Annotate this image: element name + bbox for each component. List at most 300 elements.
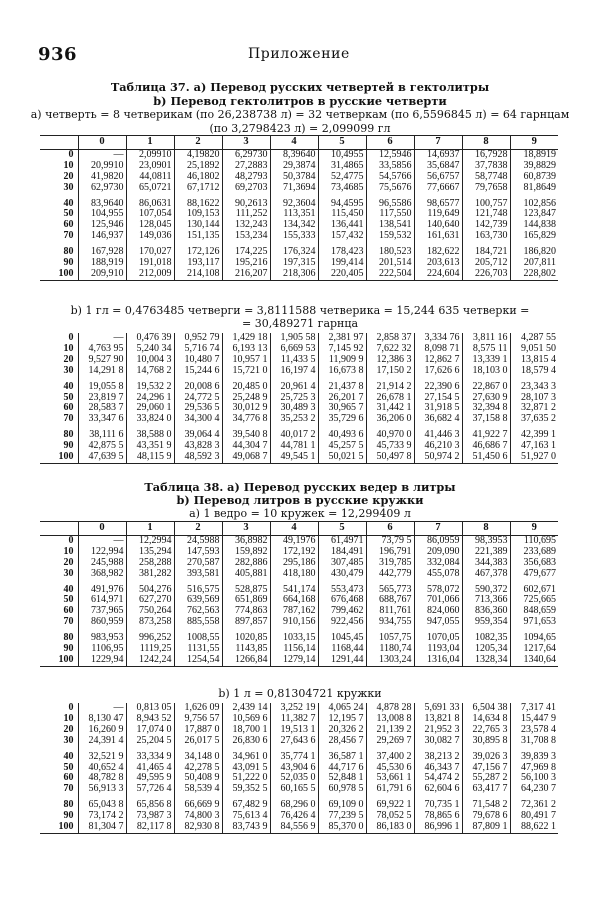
table-cell: 1168,44 — [318, 644, 366, 655]
table-cell: 799,462 — [318, 606, 366, 617]
table-cell: 15,447 9 — [510, 714, 558, 725]
page-number: 936 — [38, 44, 78, 65]
table-cell: 151,135 — [174, 231, 222, 242]
table-cell: 24,5988 — [174, 535, 222, 546]
table-cell: 6,669 53 — [270, 344, 318, 355]
table-cell: 1217,64 — [510, 644, 558, 655]
table-cell: 73,987 3 — [126, 811, 174, 822]
table-cell: 65,043 8 — [78, 795, 126, 811]
table-cell: 69,109 0 — [318, 795, 366, 811]
table-cell: 67,482 9 — [222, 795, 270, 811]
table-cell: 19,513 1 — [270, 725, 318, 736]
table-cell: 20,9910 — [78, 161, 126, 172]
running-title: Приложение — [248, 46, 350, 62]
table-cell: 117,550 — [366, 209, 414, 220]
table-cell: 6,504 38 — [462, 703, 510, 714]
table-row — [40, 414, 558, 425]
table-cell: 36,206 0 — [366, 414, 414, 425]
table-row — [40, 714, 558, 725]
table-row — [40, 655, 558, 666]
table-cell: 11,382 7 — [270, 714, 318, 725]
column-header: 9 — [510, 522, 558, 536]
table-cell: 172,192 — [270, 547, 318, 558]
table-cell: 2,09910 — [126, 149, 174, 160]
table-cell: 0,952 79 — [174, 333, 222, 344]
table-cell: 41,9820 — [78, 172, 126, 183]
row-key: 60 — [63, 220, 74, 231]
table-row — [40, 535, 558, 546]
table-cell: 528,875 — [222, 580, 270, 596]
table-cell: 109,153 — [174, 209, 222, 220]
table-cell: 115,450 — [318, 209, 366, 220]
table-row — [40, 747, 558, 763]
table-cell: 46,210 3 — [414, 441, 462, 452]
table-cell: 44,0811 — [126, 172, 174, 183]
row-key: 30 — [63, 182, 74, 193]
table-cell: 8,943 52 — [126, 714, 174, 725]
table-cell: 664,168 — [270, 595, 318, 606]
table-cell: 20,485 0 — [222, 377, 270, 393]
table-cell: 47,969 8 — [510, 763, 558, 774]
table-cell: 37,158 8 — [462, 414, 510, 425]
table-cell: 222,504 — [366, 269, 414, 280]
table-cell: 134,342 — [270, 220, 318, 231]
table-cell: 42,875 5 — [78, 441, 126, 452]
table-cell: 651,869 — [222, 595, 270, 606]
row-key: 10 — [63, 546, 74, 557]
table-cell: 224,604 — [414, 269, 462, 280]
row-key: 100 — [40, 655, 78, 666]
table-cell: 307,485 — [318, 558, 366, 569]
table-cell: 467,378 — [462, 569, 510, 580]
table-cell: 34,148 0 — [174, 747, 222, 763]
table-cell: 65,856 8 — [126, 795, 174, 811]
table-cell: 344,383 — [462, 558, 510, 569]
table-cell: 178,423 — [318, 242, 366, 258]
table-cell: 36,587 1 — [318, 747, 366, 763]
table-cell: 9,527 90 — [78, 355, 126, 366]
table-cell: 61,791 6 — [366, 784, 414, 795]
table-cell: — — [78, 333, 126, 344]
table-cell: 40,970 0 — [366, 425, 414, 441]
table-row — [40, 258, 558, 269]
table-cell: 64,230 7 — [510, 784, 558, 795]
table-cell: 90,2613 — [222, 194, 270, 210]
column-header: 2 — [174, 522, 222, 536]
table-cell: 100,757 — [462, 194, 510, 210]
table-cell: 1057,75 — [366, 628, 414, 644]
table-cell: 13,815 4 — [510, 355, 558, 366]
row-key: 10 — [63, 160, 74, 171]
table-cell: 20,961 4 — [270, 377, 318, 393]
table-cell: — — [78, 535, 126, 546]
table-cell: 31,4865 — [318, 161, 366, 172]
table-cell: 38,111 6 — [78, 425, 126, 441]
table-cell: 848,659 — [510, 606, 558, 617]
row-key: 20 — [63, 354, 74, 365]
table-cell: 157,432 — [318, 231, 366, 242]
table-cell: 9,756 57 — [174, 714, 222, 725]
table-cell: 49,1976 — [270, 535, 318, 546]
row-key: 70 — [63, 231, 74, 242]
table-cell: 180,523 — [366, 242, 414, 258]
table-cell: 209,090 — [414, 547, 462, 558]
table-cell: 31,918 5 — [414, 403, 462, 414]
table-cell: 565,773 — [366, 580, 414, 596]
table-cell: 80,491 7 — [510, 811, 558, 822]
table-cell: 26,678 1 — [366, 393, 414, 404]
table-cell: 6,193 13 — [222, 344, 270, 355]
table-row — [40, 569, 558, 580]
table-row — [40, 149, 558, 160]
table-cell: 70,735 1 — [414, 795, 462, 811]
table-cell: 38,213 2 — [414, 747, 462, 763]
table-row — [40, 822, 558, 833]
table-cell: 45,530 6 — [366, 763, 414, 774]
table-cell: 983,953 — [78, 628, 126, 644]
row-key: 100 — [40, 822, 78, 833]
table-cell: 45,257 5 — [318, 441, 366, 452]
table-cell: 196,791 — [366, 547, 414, 558]
table-cell: 25,204 5 — [126, 736, 174, 747]
table-cell: 78,052 5 — [366, 811, 414, 822]
table-cell: 193,117 — [174, 258, 222, 269]
table-cell: 50,408 9 — [174, 773, 222, 784]
table-cell: 922,456 — [318, 617, 366, 628]
table-cell: 8,575 11 — [462, 344, 510, 355]
table-cell: 18,8919 — [510, 149, 558, 160]
row-key: 100 — [40, 269, 78, 280]
table-cell: 39,026 3 — [462, 747, 510, 763]
table-cell: 73,79 5 — [366, 535, 414, 546]
table-cell: 28,456 7 — [318, 736, 366, 747]
table-row — [40, 366, 558, 377]
table-row — [40, 811, 558, 822]
table-cell: 959,354 — [462, 617, 510, 628]
table-cell: 4,763 95 — [78, 344, 126, 355]
row-key: 70 — [63, 784, 74, 795]
table-cell: 205,712 — [462, 258, 510, 269]
table-row — [40, 547, 558, 558]
table-cell: 51,927 0 — [510, 452, 558, 463]
table-cell: 430,479 — [318, 569, 366, 580]
table-cell: 34,300 4 — [174, 414, 222, 425]
table-cell: 44,304 7 — [222, 441, 270, 452]
table-cell: 13,008 8 — [366, 714, 414, 725]
table-cell: 12,195 7 — [318, 714, 366, 725]
table-cell: 119,649 — [414, 209, 462, 220]
table-cell: 332,084 — [414, 558, 462, 569]
row-key: 30 — [63, 365, 74, 376]
row-key: 80 — [63, 632, 74, 644]
table-cell: 1340,64 — [510, 655, 558, 666]
table-cell: 38,588 0 — [126, 425, 174, 441]
table-cell: 48,592 3 — [174, 452, 222, 463]
table-cell: 130,144 — [174, 220, 222, 231]
table-row — [40, 763, 558, 774]
table-row — [40, 355, 558, 366]
table-cell: 10,480 7 — [174, 355, 222, 366]
table-cell: 86,183 0 — [366, 822, 414, 833]
table-cell: 32,521 9 — [78, 747, 126, 763]
table-row — [40, 209, 558, 220]
table-cell: 356,683 — [510, 558, 558, 569]
table-cell: 42,278 5 — [174, 763, 222, 774]
table-cell: 135,294 — [126, 547, 174, 558]
table-cell: 29,536 5 — [174, 403, 222, 414]
table-cell: 33,5856 — [366, 161, 414, 172]
table-cell: 7,317 41 — [510, 703, 558, 714]
table-cell: 53,661 1 — [366, 773, 414, 784]
table-cell: 1,429 18 — [222, 333, 270, 344]
table-cell: 174,225 — [222, 242, 270, 258]
running-head — [38, 44, 558, 64]
table-cell: 58,539 4 — [174, 784, 222, 795]
table-cell: 31,442 1 — [366, 403, 414, 414]
table-cell: 81,304 7 — [78, 822, 126, 833]
table-cell: 1143,85 — [222, 644, 270, 655]
row-key: 60 — [63, 773, 74, 784]
column-header: 0 — [78, 136, 126, 150]
table-cell: 82,930 8 — [174, 822, 222, 833]
table-cell: 319,785 — [366, 558, 414, 569]
table-cell: 750,264 — [126, 606, 174, 617]
table-row — [40, 393, 558, 404]
table-cell: 1,626 09 — [174, 703, 222, 714]
table-cell: 75,613 4 — [222, 811, 270, 822]
table-cell: 8,39640 — [270, 149, 318, 160]
table-cell: 16,673 8 — [318, 366, 366, 377]
table-cell: 2,439 14 — [222, 703, 270, 714]
table-cell: 1008,55 — [174, 628, 222, 644]
table-cell: 17,074 0 — [126, 725, 174, 736]
table-cell: 68,296 0 — [270, 795, 318, 811]
table-row — [40, 425, 558, 441]
table-cell: 49,545 1 — [270, 452, 318, 463]
table-cell: 61,4971 — [318, 535, 366, 546]
table-cell: 56,913 3 — [78, 784, 126, 795]
table-cell: 155,333 — [270, 231, 318, 242]
table-cell: 40,652 4 — [78, 763, 126, 774]
table-cell: 21,437 8 — [318, 377, 366, 393]
table-cell: 590,372 — [462, 580, 510, 596]
row-key: 50 — [63, 392, 74, 403]
table-cell: 33,824 0 — [126, 414, 174, 425]
table-cell: 381,282 — [126, 569, 174, 580]
table-cell: — — [78, 149, 126, 160]
table-cell: 40,493 6 — [318, 425, 366, 441]
table-cell: 153,234 — [222, 231, 270, 242]
table-cell: 762,563 — [174, 606, 222, 617]
table-cell: 13,821 8 — [414, 714, 462, 725]
table-cell: 44,781 1 — [270, 441, 318, 452]
table-cell: 98,3953 — [462, 535, 510, 546]
table-cell: 203,613 — [414, 258, 462, 269]
table-cell: 66,669 9 — [174, 795, 222, 811]
table-cell: 39,8829 — [510, 161, 558, 172]
table-cell: 24,296 1 — [126, 393, 174, 404]
table-cell: 19,055 8 — [78, 377, 126, 393]
table-cell: 32,871 2 — [510, 403, 558, 414]
table-cell: 737,965 — [78, 606, 126, 617]
table-cell: 7,145 92 — [318, 344, 366, 355]
table-cell: 86,996 1 — [414, 822, 462, 833]
table-cell: 147,593 — [174, 547, 222, 558]
table-cell: 67,1712 — [174, 183, 222, 194]
table-cell: 42,399 1 — [510, 425, 558, 441]
table-cell: 33,347 6 — [78, 414, 126, 425]
table-cell: 15,721 0 — [222, 366, 270, 377]
table-cell: 47,156 7 — [462, 763, 510, 774]
table-cell: 212,009 — [126, 269, 174, 280]
table-cell: 21,139 2 — [366, 725, 414, 736]
table-cell: 35,6847 — [414, 161, 462, 172]
table-cell: 195,216 — [222, 258, 270, 269]
table-cell: 12,862 7 — [414, 355, 462, 366]
table-cell: 85,370 0 — [318, 822, 366, 833]
table-cell: 9,051 50 — [510, 344, 558, 355]
table-cell: 1205,34 — [462, 644, 510, 655]
column-header: 3 — [222, 136, 270, 150]
table-cell: 270,587 — [174, 558, 222, 569]
table-cell: 30,489 3 — [270, 403, 318, 414]
row-key: 90 — [63, 644, 74, 655]
table-cell: 163,730 — [462, 231, 510, 242]
row-key: 50 — [63, 209, 74, 220]
table-cell: 37,635 2 — [510, 414, 558, 425]
table-cell: 159,532 — [366, 231, 414, 242]
table-cell: 34,776 8 — [222, 414, 270, 425]
table-cell: 16,197 4 — [270, 366, 318, 377]
table-cell: 6,29730 — [222, 149, 270, 160]
row-key: 40 — [63, 197, 74, 209]
table-cell: 17,626 6 — [414, 366, 462, 377]
table-cell: 1303,24 — [366, 655, 414, 666]
table-cell: 22,867 0 — [462, 377, 510, 393]
table-cell: 504,276 — [126, 580, 174, 596]
table-cell: 25,1892 — [174, 161, 222, 172]
table-cell: 77,6667 — [414, 183, 462, 194]
table-cell: 21,952 3 — [414, 725, 462, 736]
table-cell: 65,0721 — [126, 183, 174, 194]
table-cell: 140,640 — [414, 220, 462, 231]
table-cell: 55,287 2 — [462, 773, 510, 784]
table-cell: 60,165 5 — [270, 784, 318, 795]
table-cell: 36,682 4 — [414, 414, 462, 425]
table-cell: 188,919 — [78, 258, 126, 269]
table-cell: 19,532 2 — [126, 377, 174, 393]
table-cell: 46,1802 — [174, 172, 222, 183]
table-cell: 81,8649 — [510, 183, 558, 194]
table-cell: 123,847 — [510, 209, 558, 220]
table-row — [40, 595, 558, 606]
table-cell: 43,091 5 — [222, 763, 270, 774]
table-cell: 125,946 — [78, 220, 126, 231]
table-cell: 14,291 8 — [78, 366, 126, 377]
table-cell: 111,252 — [222, 209, 270, 220]
table-cell: 32,394 8 — [462, 403, 510, 414]
table-cell: 142,739 — [462, 220, 510, 231]
table-cell: 1180,74 — [366, 644, 414, 655]
table-cell: 50,021 5 — [318, 452, 366, 463]
table-cell: 12,386 3 — [366, 355, 414, 366]
table-cell: 60,978 5 — [318, 784, 366, 795]
column-header: 6 — [366, 522, 414, 536]
table-cell: 787,162 — [270, 606, 318, 617]
table-cell: 69,2703 — [222, 183, 270, 194]
table-row — [40, 452, 558, 463]
table-cell: 35,253 2 — [270, 414, 318, 425]
table-cell: 46,343 7 — [414, 763, 462, 774]
table-cell: 12,5946 — [366, 149, 414, 160]
column-header: 1 — [126, 136, 174, 150]
table-cell: 50,3784 — [270, 172, 318, 183]
table-cell: 29,269 7 — [366, 736, 414, 747]
table-cell: 676,468 — [318, 595, 366, 606]
table-cell: 1291,44 — [318, 655, 366, 666]
table-cell: 602,671 — [510, 580, 558, 596]
table-cell: 48,115 9 — [126, 452, 174, 463]
table-cell: 10,569 6 — [222, 714, 270, 725]
column-header: 8 — [462, 522, 510, 536]
header-corner — [40, 522, 78, 536]
table-cell: 33,334 9 — [126, 747, 174, 763]
row-key: 60 — [63, 403, 74, 414]
column-header: 5 — [318, 136, 366, 150]
table-row — [40, 628, 558, 644]
table-cell: 86,0959 — [414, 535, 462, 546]
table37-formula-a-line2: (по 3,2798423 л) = 2,099099 гл — [209, 122, 391, 135]
table-cell: 1106,95 — [78, 644, 126, 655]
table-cell: 14,768 2 — [126, 366, 174, 377]
table-cell: 34,961 0 — [222, 747, 270, 763]
table-cell: 16,7928 — [462, 149, 510, 160]
row-key: 90 — [63, 258, 74, 269]
table-cell: 96,5586 — [366, 194, 414, 210]
table-row — [40, 377, 558, 393]
table-cell: 62,604 6 — [414, 784, 462, 795]
table-cell: 79,7658 — [462, 183, 510, 194]
column-header: 6 — [366, 136, 414, 150]
table-row — [40, 617, 558, 628]
table-cell: 479,677 — [510, 569, 558, 580]
header-corner — [40, 136, 78, 150]
table38-formula-a: a) 1 ведро = 10 кружек = 12,299409 л — [189, 507, 411, 520]
table-row — [40, 725, 558, 736]
table-cell: 2,858 37 — [366, 333, 414, 344]
table-cell: 73,174 2 — [78, 811, 126, 822]
table-cell: 1279,14 — [270, 655, 318, 666]
table-cell: 161,631 — [414, 231, 462, 242]
table-row — [40, 333, 558, 344]
table-cell: 47,163 1 — [510, 441, 558, 452]
table-cell: 245,988 — [78, 558, 126, 569]
table-cell: 1229,94 — [78, 655, 126, 666]
table-cell: 43,904 6 — [270, 763, 318, 774]
row-key: 40 — [63, 750, 74, 762]
table-cell: 52,035 0 — [270, 773, 318, 784]
table-cell: 74,800 3 — [174, 811, 222, 822]
table-cell: 455,078 — [414, 569, 462, 580]
table-cell: 71,3694 — [270, 183, 318, 194]
table-cell: 58,7748 — [462, 172, 510, 183]
table-cell: 10,957 1 — [222, 355, 270, 366]
table-cell: 170,027 — [126, 242, 174, 258]
table-cell: 1070,05 — [414, 628, 462, 644]
table-cell: 79,678 6 — [462, 811, 510, 822]
column-header: 0 — [78, 522, 126, 536]
table-cell: 368,982 — [78, 569, 126, 580]
